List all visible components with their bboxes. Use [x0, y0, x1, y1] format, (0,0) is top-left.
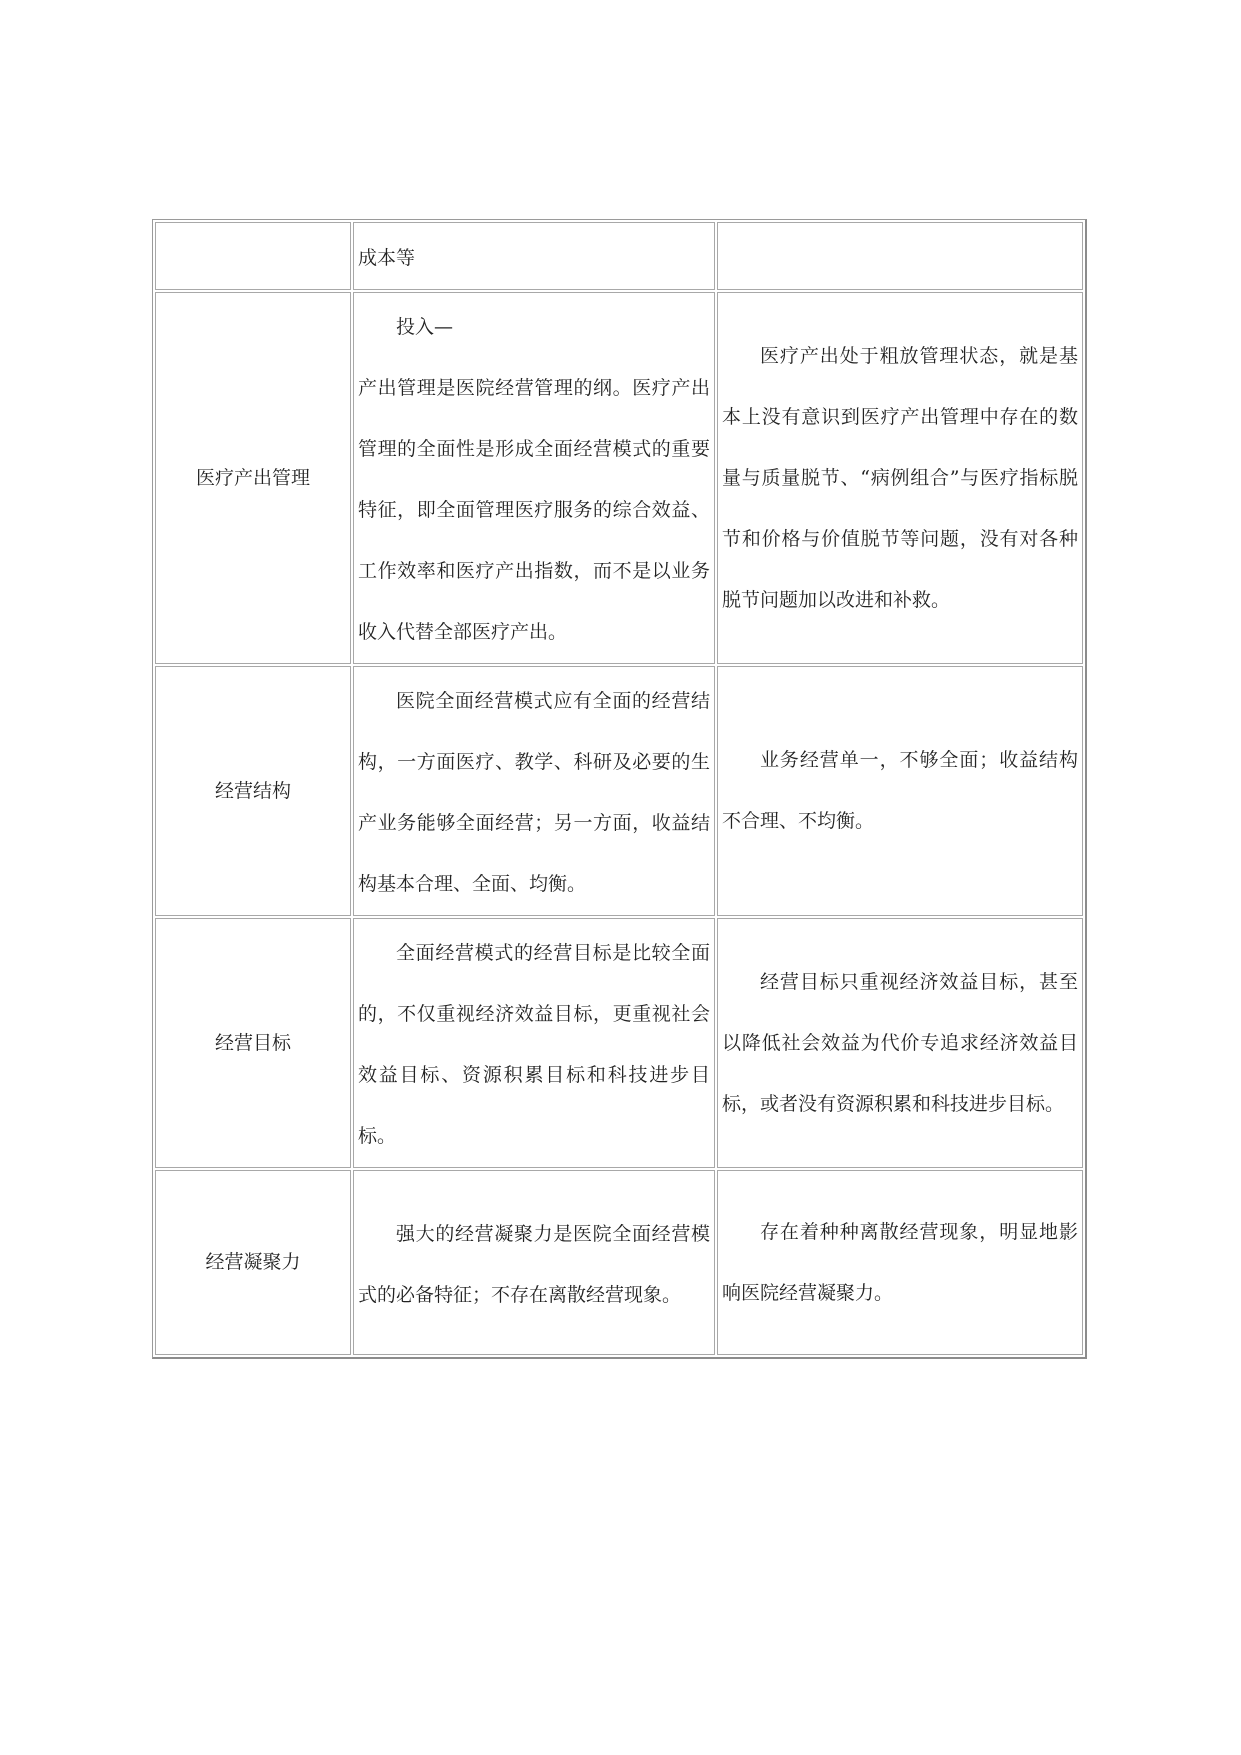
full-mode-text: 产出管理是医院经营管理的纲。医疗产出管理的全面性是形成全面经营模式的重要特征，即全面管理医疗服务的综合效益、工作效率和医疗产出指数，而不是以业务收入代替全部医疗产出。: [358, 377, 710, 643]
table-row: [155, 1170, 1083, 1355]
problem-cell: [717, 222, 1083, 290]
full-mode-cell: [353, 666, 715, 916]
row-label-cell: [155, 222, 351, 290]
full-mode-text: 强大的经营凝聚力是医院全面经营模式的必备特征；不存在离散经营现象。: [358, 1222, 710, 1306]
problem-text: 业务经营单一，不够全面；收益结构不合理、不均衡。: [722, 749, 1078, 832]
full-mode-cell: [353, 1170, 715, 1355]
table-row: [155, 292, 1083, 664]
problem-cell: [717, 1170, 1083, 1355]
row-label-cell: 医疗产出管理: [155, 292, 351, 664]
table-row: [155, 666, 1083, 916]
problem-text: 经营目标只重视经济效益目标，甚至以降低社会效益为代价专追求经济效益目标，或者没有资源积累和科技进步目标。: [722, 970, 1078, 1115]
full-mode-text: 成本等: [358, 246, 416, 269]
comparison-table: [152, 219, 1087, 1359]
full-mode-text: 全面经营模式的经营目标是比较全面的，不仅重视经济效益目标，更重视社会效益目标、资源积累目标和科技进步目标。: [358, 942, 710, 1147]
row-label-cell: 经营凝聚力: [155, 1170, 351, 1355]
problem-cell: [717, 292, 1083, 664]
problem-text: 存在着种种离散经营现象，明显地影响医院经营凝聚力。: [722, 1220, 1078, 1304]
full-mode-cell: [353, 918, 715, 1168]
table-row: [155, 222, 1083, 290]
row-label-cell: 经营结构: [155, 666, 351, 916]
full-mode-heading-text: 投入—: [396, 316, 454, 338]
full-mode-cell: [353, 222, 715, 290]
problem-cell: [717, 918, 1083, 1168]
table-row: [155, 918, 1083, 1168]
full-mode-cell: [353, 292, 715, 664]
problem-text: 医疗产出处于粗放管理状态，就是基本上没有意识到医疗产出管理中存在的数量与质量脱节、“病例组合”与医疗指标脱节和价格与价值脱节等问题，没有对各种脱节问题加以改进和补救。: [722, 344, 1078, 611]
problem-cell: [717, 666, 1083, 916]
full-mode-text: 医院全面经营模式应有全面的经营结构，一方面医疗、教学、科研及必要的生产业务能够全面经营；另一方面，收益结构基本合理、全面、均衡。: [358, 690, 710, 895]
row-label-cell: 经营目标: [155, 918, 351, 1168]
